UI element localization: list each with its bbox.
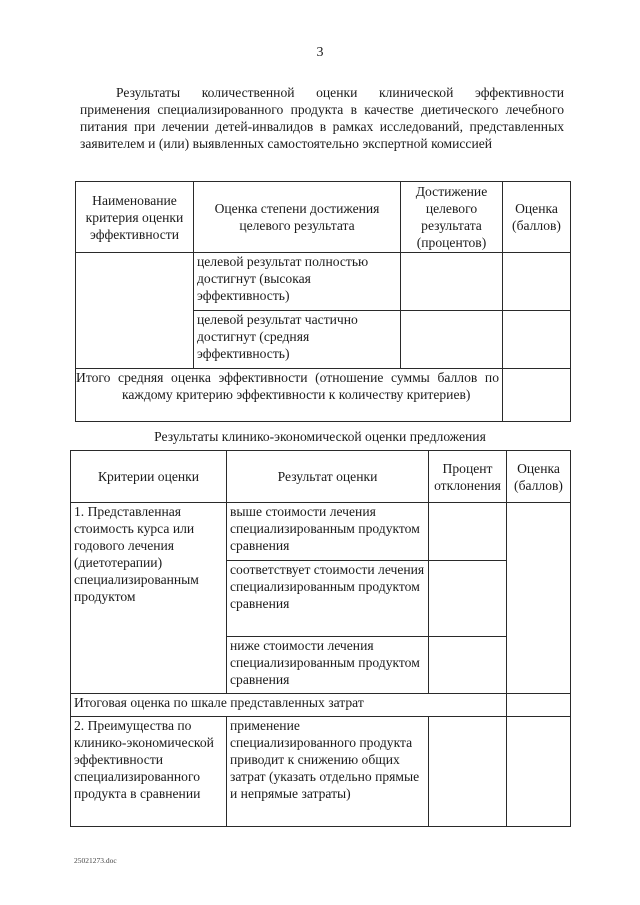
header-achievement: Достижение целевого результата (процентов) xyxy=(401,182,503,253)
criterion-cost: 1. Представленная стоимость курса или годового лечения (диетотерапии) специализированным продуктом xyxy=(71,503,227,694)
document-filename: 25021273.doc xyxy=(74,856,117,865)
deviation-higher xyxy=(429,503,507,561)
section-heading xyxy=(80,84,564,152)
header-result: Результат оценки xyxy=(227,451,429,503)
assessment-medium: целевой результат частично достигнут (средняя эффективность) xyxy=(194,311,401,369)
achievement-high xyxy=(401,253,503,311)
effectiveness-table xyxy=(75,181,571,422)
score-reduction xyxy=(507,717,571,827)
deviation-lower xyxy=(429,637,507,694)
criterion-cell xyxy=(76,253,194,369)
criterion-advantages: 2. Преимущества по клинико-экономической эффективности специализированного продукта в сравнении xyxy=(71,717,227,827)
header-criterion: Наименование критерия оценки эффективности xyxy=(76,182,194,253)
assessment-high: целевой результат полностью достигнут (высокая эффективность) xyxy=(194,253,401,311)
summary-cost-score xyxy=(507,694,571,717)
achievement-medium xyxy=(401,311,503,369)
total-score xyxy=(503,369,571,422)
deviation-equal xyxy=(429,561,507,637)
result-equal-cost: соответствует стоимости лечения специализированным продуктом сравнения xyxy=(227,561,429,637)
result-lower-cost: ниже стоимости лечения специализированным продуктом сравнения xyxy=(227,637,429,694)
header-deviation: Процент отклонения xyxy=(429,451,507,503)
total-average-row: Итого средняя оценка эффективности (отношение суммы баллов по каждому критерию эффективности к количеству критериев) xyxy=(76,369,503,422)
header-score: Оценка (баллов) xyxy=(507,451,571,503)
deviation-reduction xyxy=(429,717,507,827)
result-reduction: применение специализированного продукта приводит к снижению общих затрат (указать отдельно прямые и непрямые затраты) xyxy=(227,717,429,827)
score-cost xyxy=(507,503,571,694)
table-subtitle: Результаты клинико-экономической оценки предложения xyxy=(154,429,486,444)
header-score: Оценка (баллов) xyxy=(503,182,571,253)
page-number: 3 xyxy=(316,45,324,60)
summary-cost-row: Итоговая оценка по шкале представленных затрат xyxy=(71,694,507,717)
header-assessment: Оценка степени достижения целевого результата xyxy=(194,182,401,253)
section-heading-text: Результаты количественной оценки клинической эффективности применения специализированного продукта в качестве диетического лечебного питания при лечении детей-инвалидов в рамках исследований, представленных заявителем и (или) выявленных самостоятельно экспертной комиссией xyxy=(80,85,564,151)
score-high xyxy=(503,253,571,311)
header-criteria: Критерии оценки xyxy=(71,451,227,503)
result-higher-cost: выше стоимости лечения специализированным продуктом сравнения xyxy=(227,503,429,561)
score-medium xyxy=(503,311,571,369)
cost-effectiveness-table xyxy=(70,450,571,827)
